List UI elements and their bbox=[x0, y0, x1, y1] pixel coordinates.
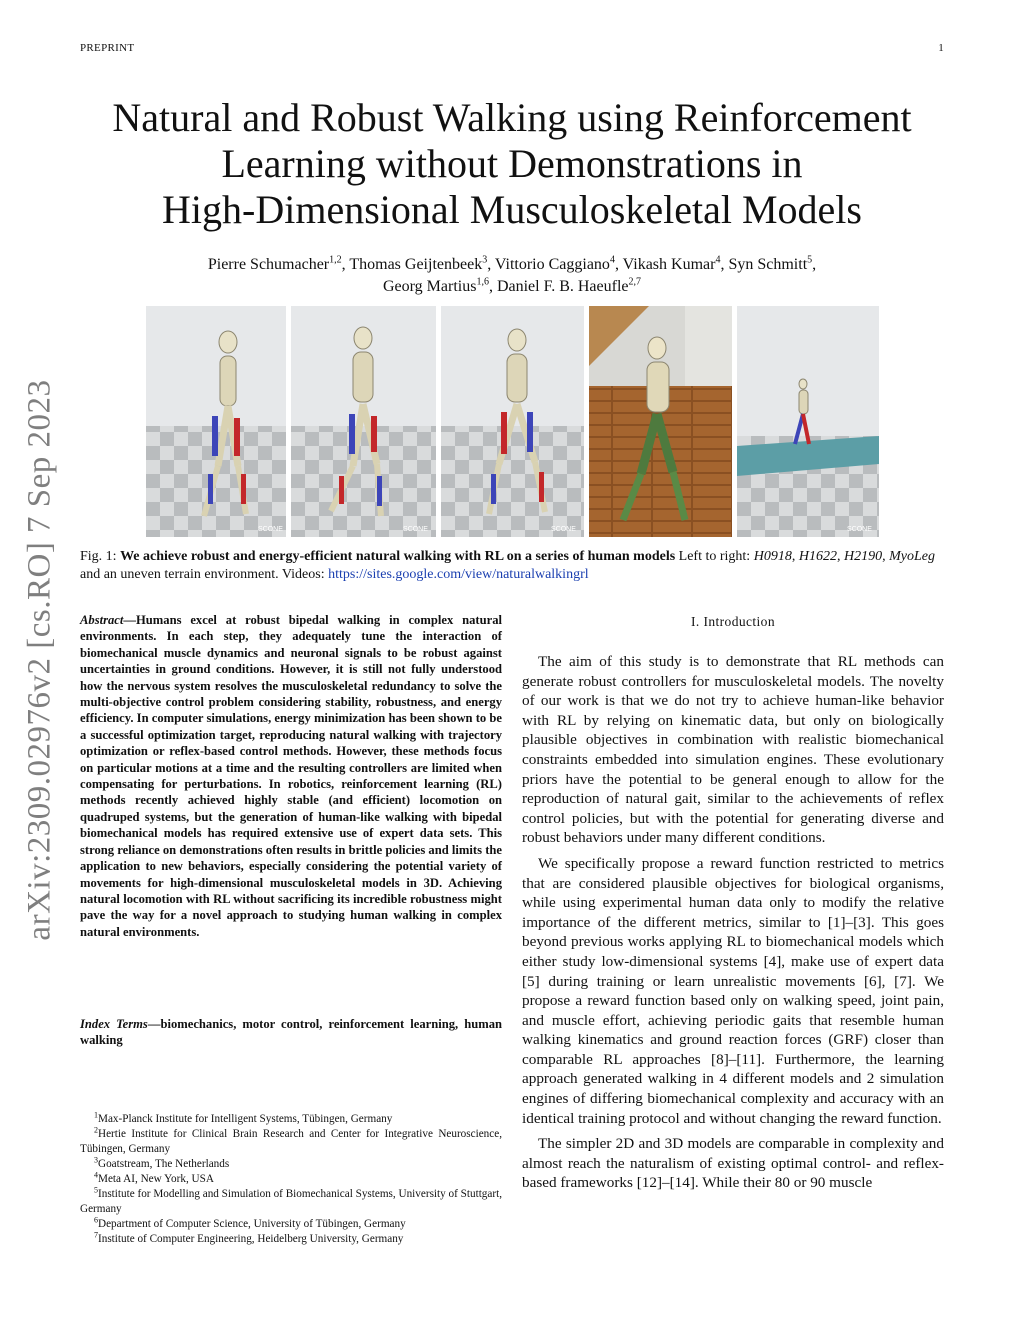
caption-tail: and an uneven terrain environment. Videos: bbox=[80, 567, 329, 582]
section-heading: I. Introduction bbox=[691, 614, 775, 629]
walking-skeleton-render bbox=[146, 306, 286, 537]
running-header: PREPRINT bbox=[80, 42, 135, 54]
affiliation-footnotes bbox=[80, 1112, 502, 1247]
author: Vikash Kumar bbox=[622, 256, 716, 273]
author-list: Pierre Schumacher$^{1,2}$, Thomas Geijtenbeek$^3$, Vittorio Caggiano$^4$, Vikash Kumar$^4$, Syn Schmitt$^5$, Georg Martius$^{1,6}$, Daniel F. B. Haeufle$^{2,7}$ bbox=[207, 254, 817, 295]
walking-skeleton-render bbox=[589, 306, 732, 537]
figure-panel-uneven-terrain bbox=[737, 306, 879, 537]
arxiv-stamp bbox=[21, 379, 58, 941]
caption-bold: We achieve robust and energy-efficient natural walking with RL on a series of human models bbox=[120, 549, 676, 564]
title-line-3: High-Dimensional Musculoskeletal Models bbox=[162, 187, 862, 232]
page-number: 1 bbox=[938, 42, 944, 54]
figure-panel-myoleg bbox=[589, 306, 732, 537]
paper-title bbox=[60, 95, 964, 233]
index-terms bbox=[80, 1016, 502, 1049]
model-name: MyoLeg bbox=[889, 549, 935, 564]
videos-link[interactable]: https://sites.google.com/view/naturalwalkingrl bbox=[328, 567, 589, 582]
walking-skeleton-render bbox=[441, 306, 584, 537]
author: Daniel F. B. Haeufle bbox=[496, 278, 629, 295]
paragraph: We specifically propose a reward function restricted to metrics that are considered plausible objectives for biological organisms, while using experimental human data only to modify the relative importance of the different metrics, similar to [1]–[3]. This goes beyond previous works applying RL to biomechanical models which either study low-dimensional systems [4], make use of expert data [5] during training or learn unrealistic movements [6], [7]. We propose a reward function based only on walking speed, joint pain, and muscle effort, achieving periodic gaits that resemble human walking kinematics and ground reaction forces (GRF) closer than comparable RL approaches [8]–[11]. Furthermore, the learning approach generated walking in 4 different models and 2 simulation engines of differing biomechanical complexity and accuracy with an identical training protocol and without changing the reward function. bbox=[522, 854, 944, 1127]
figure-caption: Fig. 1: We achieve robust and energy-efficient natural walking with RL on a series of human models Left to right: H0918, H1622, H2190, MyoLeg and an uneven terrain environment. Videos: https://sites.google.com/view/naturalwalkingrl bbox=[80, 549, 935, 582]
uneven-terrain-render bbox=[737, 306, 879, 537]
footnote: $^2$Hertie Institute for Clinical Brain Research and Center for Integrative Neuroscience, Tübingen, Germany bbox=[80, 1125, 502, 1155]
author-affiliation: 5 bbox=[807, 254, 813, 266]
footnote: $^6$Department of Computer Science, University of Tübingen, Germany bbox=[94, 1215, 406, 1230]
author: Syn Schmitt bbox=[728, 256, 808, 273]
arxiv-id: arXiv:2309.02976v2 [cs.RO] 7 Sep 2023 bbox=[21, 379, 58, 941]
panel-watermark: SCONE bbox=[258, 526, 283, 533]
author-affiliation: 1,6 bbox=[476, 276, 489, 288]
model-name: H1622 bbox=[798, 549, 837, 564]
author-affiliation: 2,7 bbox=[628, 276, 642, 288]
paragraph: The aim of this study is to demonstrate that RL methods can generate robust controllers for musculoskeletal models. The novelty of our work is that we do not try to achieve human-like behavior with RL by relying on kinematic data, but only on biologically plausible objectives in combination with realistic biomechanical constraints embedded into simulation engines. These evolutionary priors have the potential to be general enough to allow for the reproduction of natural gait, similar to the achievements of reflex control policies, but with the potential for generating diverse and robust behaviors under many different conditions. bbox=[522, 653, 944, 847]
abstract-label: Abstract bbox=[80, 613, 124, 627]
author-affiliation: 1,2 bbox=[329, 254, 342, 266]
model-name: H2190 bbox=[843, 549, 883, 564]
panel-watermark: SCONE bbox=[403, 526, 428, 533]
introduction-body bbox=[522, 652, 944, 1199]
author: Pierre Schumacher bbox=[207, 256, 330, 273]
footnote: $^3$Goatstream, The Netherlands bbox=[94, 1155, 230, 1170]
author: Georg Martius bbox=[382, 278, 477, 295]
index-terms-text: —biomechanics, motor control, reinforcement learning, human walking bbox=[80, 1017, 502, 1048]
title-line-1: Natural and Robust Walking using Reinforcement bbox=[112, 95, 912, 140]
author: Thomas Geijtenbeek bbox=[349, 256, 483, 273]
index-terms-label: Index Terms bbox=[80, 1017, 148, 1031]
footnote: $^1$Max-Planck Institute for Intelligent Systems, Tübingen, Germany bbox=[94, 1110, 393, 1125]
walking-skeleton-render bbox=[291, 306, 436, 537]
footnote: $^5$Institute for Modelling and Simulation of Biomechanical Systems, University of Stuttgart, Germany bbox=[80, 1185, 502, 1215]
panel-watermark: SCONE bbox=[551, 526, 576, 533]
author-affiliation: 3 bbox=[482, 254, 488, 266]
footnote: $^7$Institute of Computer Engineering, Heidelberg University, Germany bbox=[94, 1230, 404, 1245]
figure-panel-h2190 bbox=[441, 306, 584, 537]
title-line-2: Learning without Demonstrations in bbox=[221, 141, 803, 186]
caption-label: Fig. 1: bbox=[80, 549, 117, 564]
model-name: H0918 bbox=[753, 549, 792, 564]
author-affiliation: 4 bbox=[715, 254, 721, 266]
caption-lead: Left to right: bbox=[675, 549, 754, 564]
footnote: $^4$Meta AI, New York, USA bbox=[94, 1170, 214, 1185]
figure-panel-h0918 bbox=[146, 306, 286, 537]
author-affiliation: 4 bbox=[609, 254, 615, 266]
abstract-text: —Humans excel at robust bipedal walking in complex natural environments. In each step, they adequately tune the interaction of biomechanical muscle dynamics and neuronal signals to be robust against uncertainties in ground conditions. However, it is still not fully understood how the nervous system resolves the musculoskeletal redundancy to solve the multi-objective control problem considering stability, robustness, and energy efficiency. In computer simulations, energy minimization has been shown to be a successful optimization target, reproducing natural walking with trajectory optimization or reflex-based control methods. However, these methods focus on particular motions at a time and the resulting controllers are limited when compensating for perturbations. In robotics, reinforcement learning (RL) methods recently achieved highly stable (and efficient) locomotion on quadruped systems, but the generation of human-like walking with bipedal biomechanical models has required extensive use of expert data sets. This strong reliance on demonstrations often results in brittle policies and limits the application to new behaviors, especially considering the potential variety of movements for high-dimensional musculoskeletal models in 3D. Achieving natural locomotion with RL without sacrificing its incredible robustness might pave the way for a novel approach to studying human walking in complex natural environments. bbox=[80, 613, 502, 939]
panel-watermark: SCONE bbox=[847, 526, 872, 533]
abstract bbox=[80, 612, 502, 940]
paragraph: The simpler 2D and 3D models are comparable in complexity and almost reach the naturalism of existing optimal control- and reflex-based frameworks [12]–[14]. While their 80 or 90 muscle bbox=[522, 1135, 944, 1192]
author: Vittorio Caggiano bbox=[494, 256, 610, 273]
figure-panel-h1622 bbox=[291, 306, 436, 537]
